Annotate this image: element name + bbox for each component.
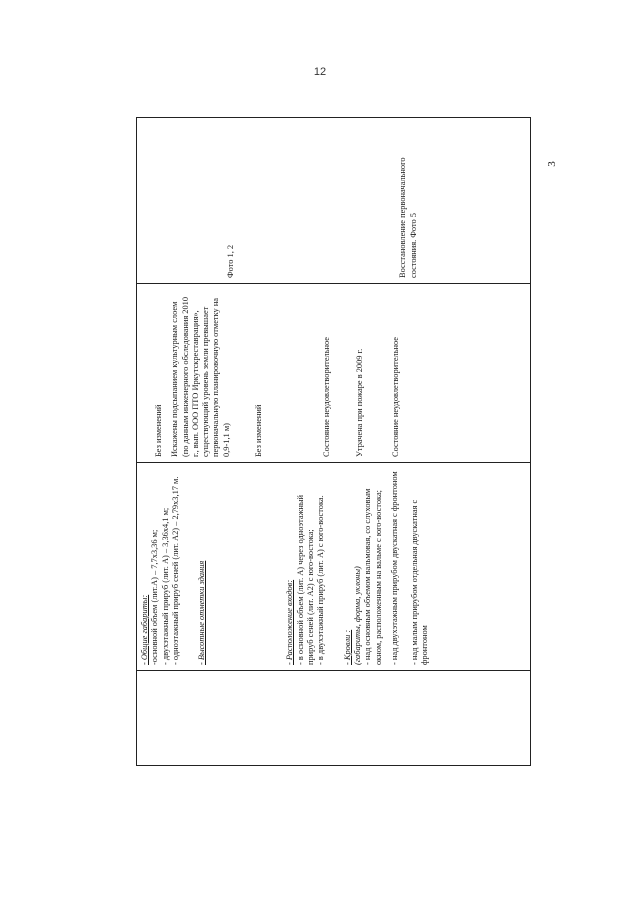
roofs-two-storey-status: Утрачена при пожаре в 2009 г. xyxy=(354,348,364,457)
roofs-main: - над основным объемом вальмовая, со слуховым окном, расположенным на вальме с юго-востока; xyxy=(363,488,383,665)
roofs-two-storey-note: Восстановление первоначального состояния. Фото 5 xyxy=(398,157,418,278)
table-row xyxy=(137,118,531,766)
table-cell-notes xyxy=(137,118,531,284)
roofs-two-storey: - над двухэтажным прирубом двускатная с фронтоном xyxy=(389,471,399,665)
dims-main-volume: -основной объем (лит.А) – 7,7х3,36 м; xyxy=(150,529,160,665)
dims-one-storey: - одноэтажный прируб сеней (лит. А2) – 2,79х3,17 м. xyxy=(170,476,180,665)
roofs-small-status: Состояние неудовлетворительное xyxy=(390,336,400,457)
dims-title: - Общие габариты: xyxy=(140,594,149,665)
roofs-subtitle: (габариты, форма, уклоны) xyxy=(352,566,362,665)
roofs-main-status: Состояние неудовлетворительное xyxy=(322,336,332,457)
entrances-two-storey: - в двухэтажный прируб (лит. А) с юго-востока. xyxy=(316,495,326,665)
roofs-small: - над малым прирубом отдельная двускатная с фронтоном xyxy=(410,499,430,665)
heights-status: Искажены подсыпанием культурным слоем (по данным инженерного обследования 2010 г., вып. ООО ПТО Иркутскреставрация», существующий уровень земли превышает первоначальную планировочную отметку на 0,9-1,1 м) xyxy=(170,296,231,457)
rotated-table-content xyxy=(136,157,531,766)
table-cell-blank xyxy=(137,671,531,766)
page-number: 12 xyxy=(313,66,327,78)
entrances-status: Без изменений xyxy=(254,404,264,457)
table-cell-features xyxy=(137,463,531,671)
heights-title: - Высотные отметки здания xyxy=(197,560,207,665)
dims-two-storey: - двухэтажный прируб (лит. А) – 3,36х4,1 м; xyxy=(160,507,170,665)
entrances-title: - Расположение входов: xyxy=(285,579,295,665)
monument-features-table xyxy=(136,117,531,766)
dims-photo: Фото 1, 2 xyxy=(226,244,235,278)
rotated-table-frame xyxy=(136,157,531,766)
dims-status: Без изменений xyxy=(154,404,163,457)
roofs-title: - Кровли : xyxy=(342,629,352,665)
side-page-number: 3 xyxy=(545,161,558,167)
table-cell-status xyxy=(137,284,531,463)
entrances-main: - в основной объем (лит. А) через одноэтажный прируб сеней (лит. А2) с юго-востока; xyxy=(295,495,316,665)
